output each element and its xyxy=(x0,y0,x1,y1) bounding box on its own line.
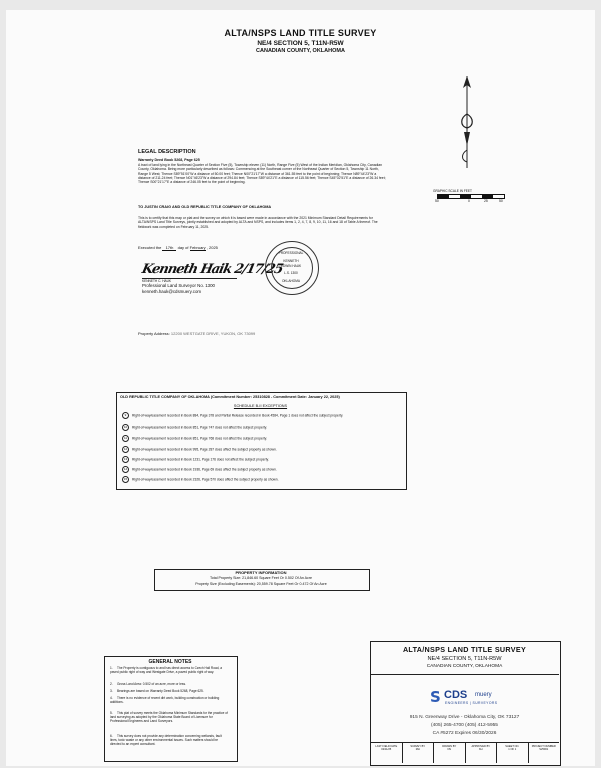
seal-name: EDWIN HAUK xyxy=(280,264,302,268)
title-block-title: ALTA/NSPS LAND TITLE SURVEY xyxy=(402,645,527,654)
executed-year: , 2025 xyxy=(206,245,218,250)
graphic-scale-bar xyxy=(437,194,505,199)
scale-tick: 0 xyxy=(468,199,470,203)
note-text: There is no evidence of recent dirt work, building construction or building additions. xyxy=(110,696,220,704)
info-cell xyxy=(529,743,560,763)
note-number: 1. xyxy=(110,666,113,670)
exception-item xyxy=(122,446,392,453)
note-text: The Property is contiguous to and has direct access to Czech Hall Road, a paved public right of way and Westgate Drive, a paved public right of way. xyxy=(110,666,223,674)
company-tagline: ENGINEERS | SURVEYORS xyxy=(445,701,498,705)
exception-item xyxy=(122,435,392,442)
info-label: LAST FIELD DATE xyxy=(375,745,398,748)
property-address xyxy=(138,331,255,336)
note-item xyxy=(110,683,230,687)
exception-number: 9 xyxy=(122,412,129,419)
exception-text: Right-of-way/easement recorded in Book 2326, Page 570 does affect the subject property as shown. xyxy=(132,477,279,482)
company-address: 915 N. Greenway Drive - Oklahoma City, OK 73127 xyxy=(409,715,520,720)
info-cell xyxy=(466,743,498,763)
exception-item xyxy=(122,456,392,463)
surveyor-email: kenneth.hauk@cdsmuery.com xyxy=(142,289,202,294)
certified-to: TO JUSTIN CRAIG AND OLD REPUBLIC TITLE COMPANY OF OKLAHOMA xyxy=(138,205,272,209)
title-block-county: CANADIAN COUNTY, OKLAHOMA xyxy=(426,664,503,669)
executed-mid: day of xyxy=(177,245,189,250)
note-text: This plat of survey meets the Oklahoma Minimum Standards for the practice of land surveying as adopted by the Oklahoma State Board of Licensure for Professional Engineers and Land Surveyors. xyxy=(110,711,228,723)
exception-number: 10 xyxy=(123,425,128,429)
info-value: MH xyxy=(415,748,420,751)
company-ca: CA #5272 Expires 06/30/2026 xyxy=(432,731,497,736)
title-block-divider xyxy=(370,674,559,675)
address-label: Property Address: xyxy=(138,331,170,336)
note-item xyxy=(110,697,230,705)
scale-label: GRAPHIC SCALE IN FEET xyxy=(433,189,472,193)
deed-reference: Warranty Deed Book 5268, Page 625 xyxy=(138,158,200,162)
exception-text: Right-of-way/easement recorded in Book 851, Page 768 does not affect the subject property. xyxy=(132,436,268,441)
address-value: 12200 WESTGATE DRIVE, YUKON, OK 73099 xyxy=(170,331,256,336)
exception-item xyxy=(122,424,392,431)
signer-name: KENNETH C. HAUK xyxy=(142,279,172,283)
legal-description-text: A tract of land lying in the Northeast Quarter of Section Five (5), Township eleven (11) North, Range Five (5) West of the Indian Meridian, Oklahoma City, Canadian County, Oklahoma. Being more particularly described as follows: Commencing at the Southeast corner of the Northeast Quarter of Section 5, Township 11 North, Range 5 West; Thence S89°51'00"W a distance of 50.00 feet; Thence N00°21'17"W a distance of 361.55 feet to the point of beginning; Thence N89°44'23"W a distance of 211.24 feet; Thence N01°46'23"W a distance of 294.84 feet; Thence S89°44'21"E a distance of 115.56 feet; Thence S45°02'51"E a distance of 26.34 feet; Thence S00°21'17"E a distance of 246.05 feet to the point of beginning. xyxy=(138,163,386,185)
exception-number: 11 xyxy=(123,436,128,440)
executed-day: 17th xyxy=(162,245,176,251)
exception-item xyxy=(122,466,392,473)
scale-tick: 50 xyxy=(435,199,439,203)
info-label: APPROVED BY xyxy=(471,745,491,748)
section-label: NE/4 SECTION 5, T11N-R5W xyxy=(257,40,344,47)
legal-description-heading: LEGAL DESCRIPTION xyxy=(138,149,196,155)
info-label: SURVEY BY xyxy=(410,745,426,748)
exception-item xyxy=(122,412,392,419)
property-information-heading: PROPERTY INFORMATION xyxy=(235,570,287,575)
info-value: KH xyxy=(478,748,483,751)
surveyor-signature: Kenneth Haik 2/17/25 xyxy=(140,262,284,277)
county-label: CANADIAN COUNTY, OKLAHOMA xyxy=(256,48,345,54)
schedule-title: SCHEDULE B-II EXCEPTIONS xyxy=(233,404,288,408)
survey-title: ALTA/NSPS LAND TITLE SURVEY xyxy=(224,28,377,38)
executed-line xyxy=(138,245,218,251)
title-block-section: NE/4 SECTION 5, T11N-R5W xyxy=(427,656,502,662)
note-number: 2. xyxy=(110,682,113,686)
seal-bottom: OKLAHOMA xyxy=(281,279,301,283)
note-number: 3. xyxy=(110,689,113,693)
exception-text: Right-of-way/easement recorded in Book 851, Page 747 does not affect the subject property. xyxy=(132,425,268,430)
company-logo-muery: muery xyxy=(475,692,492,698)
note-number: 5. xyxy=(110,711,113,715)
executed-prefix: Executed the xyxy=(138,245,162,250)
note-item xyxy=(110,690,230,694)
note-item xyxy=(110,712,230,723)
exception-item xyxy=(122,476,392,483)
exception-number: 12 xyxy=(123,447,128,451)
info-label: DRAWN BY xyxy=(442,745,457,748)
company-logo-cds: CDS xyxy=(444,689,468,701)
info-value: S25001 xyxy=(539,748,549,751)
info-value: NS xyxy=(447,748,452,751)
info-cell xyxy=(403,743,435,763)
info-label: SHEET NO. xyxy=(505,745,520,748)
info-cell xyxy=(434,743,466,763)
exception-number: 13 xyxy=(123,457,128,461)
scale-tick: 25 xyxy=(484,199,488,203)
exception-text: Right-of-way/easement recorded in Book 1231, Page 176 does not affect the subject property. xyxy=(132,457,269,462)
north-arrow-icon xyxy=(452,74,482,170)
title-block-info-row xyxy=(371,743,559,763)
executed-month: February xyxy=(189,245,206,250)
info-cell xyxy=(497,743,529,763)
note-text: This survey does not provide any determination concerning wetlands, fault lines, toxic waste or any other environmental issues. Such matters should be directed to an expert consultant. xyxy=(110,734,222,746)
scale-tick: 50 xyxy=(499,199,503,203)
seal-number: L.S. 1300 xyxy=(284,271,298,275)
exception-text: Right-of-way/easement recorded in Book 995, Page 287 does affect the subject property as shown. xyxy=(132,447,277,452)
note-number: 6. xyxy=(110,734,113,738)
exception-text: Right-of-way/easement recorded in Book 884, Page 378 and Partial Release recorded in Book 4584, Page 1 does not affect the subject property. xyxy=(132,413,344,418)
note-text: Gross Land Area: 0.502 of an acre, more or less. xyxy=(117,682,186,686)
note-text: Bearings are based on Warranty Deed Book 5268, Page 625. xyxy=(117,689,204,693)
certification-text: This is to certify that this map or plat and the survey on which it is based were made in accordance with the 2021 Minimum Standard Detail Requirements for ALTA/NSPS Land Title Surveys, jointly established and adopted by ALTA and NSPS, and includes items 1, 2, 4, 7, 8, 9, 10, 11, 16 and 18 of Table A thereof. The fieldwork was completed on February 11, 2025. xyxy=(138,216,378,229)
seal-name: KENNETH xyxy=(283,259,299,263)
total-property-size: Total Property Size: 21,846.60 Square Feet Or 0.502 Of An Acre xyxy=(209,576,313,580)
exception-number: 14 xyxy=(123,467,128,471)
note-item xyxy=(110,667,230,675)
note-item xyxy=(110,735,230,746)
title-commitment-header: OLD REPUBLIC TITLE COMPANY OF OKLAHOMA (Commitment Number: 25310828 - Commitment Date: January 22, 2025) xyxy=(120,395,340,399)
info-value: 02/11/25 xyxy=(381,748,392,751)
general-notes-heading: GENERAL NOTES xyxy=(148,659,192,665)
company-phone: (405) 265-4700 (405) 412-5955 xyxy=(431,723,498,728)
info-cell xyxy=(371,743,403,763)
info-label: PROJECT NUMBER xyxy=(531,745,556,748)
property-size-excluding: Property Size (Excluding Easements): 20,559.78 Square Feet Or 0.472 Of An Acre xyxy=(195,582,327,586)
info-value: 1 OF 1 xyxy=(508,748,517,751)
exception-text: Right-of-way/easement recorded in Book 1936, Page 69 does affect the subject property as shown. xyxy=(132,467,277,472)
exception-number: 15 xyxy=(123,477,128,481)
note-number: 4. xyxy=(110,696,113,700)
seal-top: PROFESSIONAL xyxy=(278,251,304,255)
surveyor-license: Professional Land Surveyor No. 1300 xyxy=(142,283,215,288)
cds-logo-icon: S xyxy=(430,688,441,706)
